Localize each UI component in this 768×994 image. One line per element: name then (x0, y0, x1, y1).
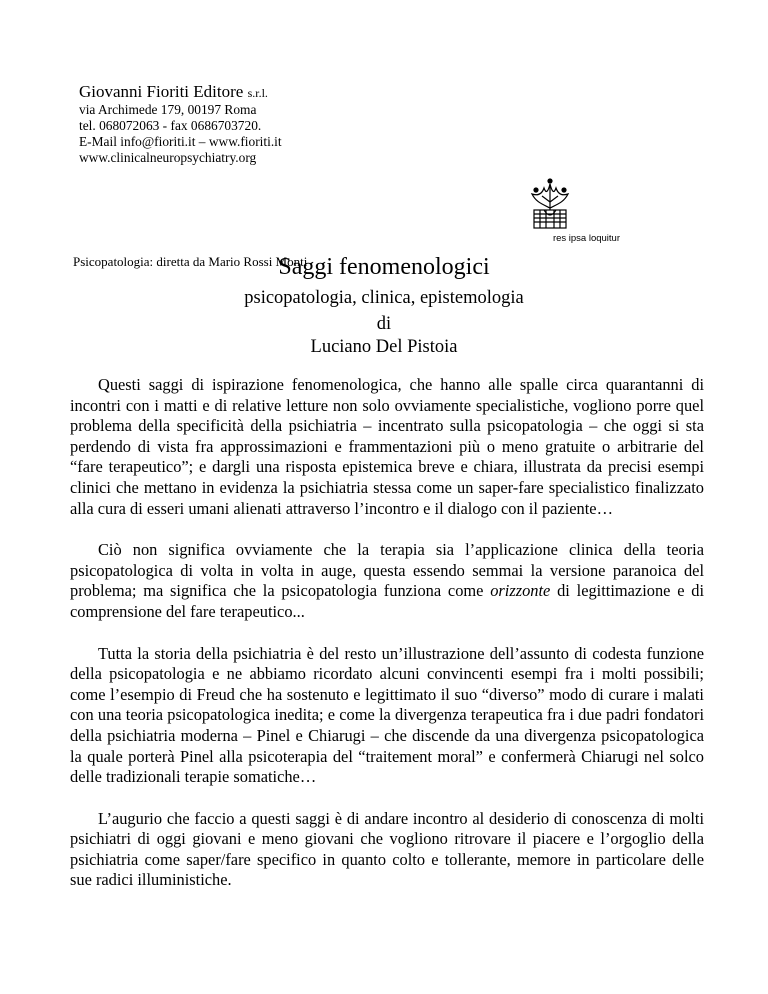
by-line: di (376, 314, 392, 334)
publisher-email: E-Mail info@fioriti.it – www.fioriti.it (79, 133, 282, 149)
series-line: Psicopatologia: diretta da Mario Rossi Monti (73, 254, 308, 269)
logo-motto: res ipsa loquitur (552, 233, 620, 244)
publisher-address: via Archimede 179, 00197 Roma (79, 101, 257, 117)
publisher-suffix: s.r.l. (247, 86, 268, 100)
publisher-phone: tel. 068072063 - fax 0686703720. (79, 117, 262, 133)
publisher-block (79, 82, 282, 166)
body-text (70, 375, 704, 912)
paragraph-1: Questi saggi di ispirazione fenomenologica, che hanno alle spalle circa quarantanni di incontri con i matti e di relative letture non solo ovviamente specialistiche, vogliono porre quel problema della specificità della psichiatria – incentrato sulla psicopatologia – che oggi si sta perdendo di vista fra approssimazioni e frammentazioni più o meno gratuite o arbitrarie del “fare terapeutico”; e dargli una risposta epistemica breve e chiara, illustrata da precisi esempi clinici che mettano in evidenza la psichiatria stessa come un saper-fare specialistico finalizzato alla cura di esseri umani alienati attraverso l’incontro e il dialogo con il paziente… (70, 375, 704, 518)
paragraph-4: L’augurio che faccio a questi saggi è di andare incontro al desiderio di conoscenza di molti psichiatri di oggi giovani e meno giovani che vogliono ritrovare il piacere e l’orgoglio della psichiatria come saper/fare specifico in quanto colto e tollerante, memore in particolare delle sue radici illuministiche. (70, 808, 704, 890)
emphasis-orizzonte: orizzonte (490, 581, 551, 601)
book-title: Saggi fenomenologici (278, 254, 490, 280)
tree-emblem-icon (522, 174, 578, 232)
publisher-site: www.clinicalneuropsychiatry.org (79, 149, 257, 165)
publisher-name: Giovanni Fioriti Editore s.r.l. (79, 82, 268, 101)
book-subtitle: psicopatologia, clinica, epistemologia (244, 288, 524, 308)
paragraph-2: Ciò non significa ovviamente che la terapia sia l’applicazione clinica della teoria psicopatologica di volta in volta in auge, questa essendo semmai la versione paranoica del problema; ma significa che la psicopatologia funziona come orizzonte di legittimazione e di comprensione del fare terapeutico... (70, 540, 705, 621)
author-name: Luciano Del Pistoia (310, 337, 458, 357)
paragraph-3: Tutta la storia della psichiatria è del resto un’illustrazione dell’assunto di codesta funzione della psicopatologia e ne abbiamo ricordato alcuni convincenti esempi fra i molti possibili; come l’esempio di Freud che ha sostenuto e legittimato il suo “diverso” modo di curare i malati con una teoria psicopatologica inedita; e come la divergenza terapeutica fra i due padri fondatori della psichiatria moderna – Pinel e Chiarugi – che discende da una divergenza psicopatologica la quale porterà Pinel alla psicoterapia del “traitement moral” e confermerà Chiarugi nel solco delle tradizionali terapie somatiche… (70, 643, 704, 787)
